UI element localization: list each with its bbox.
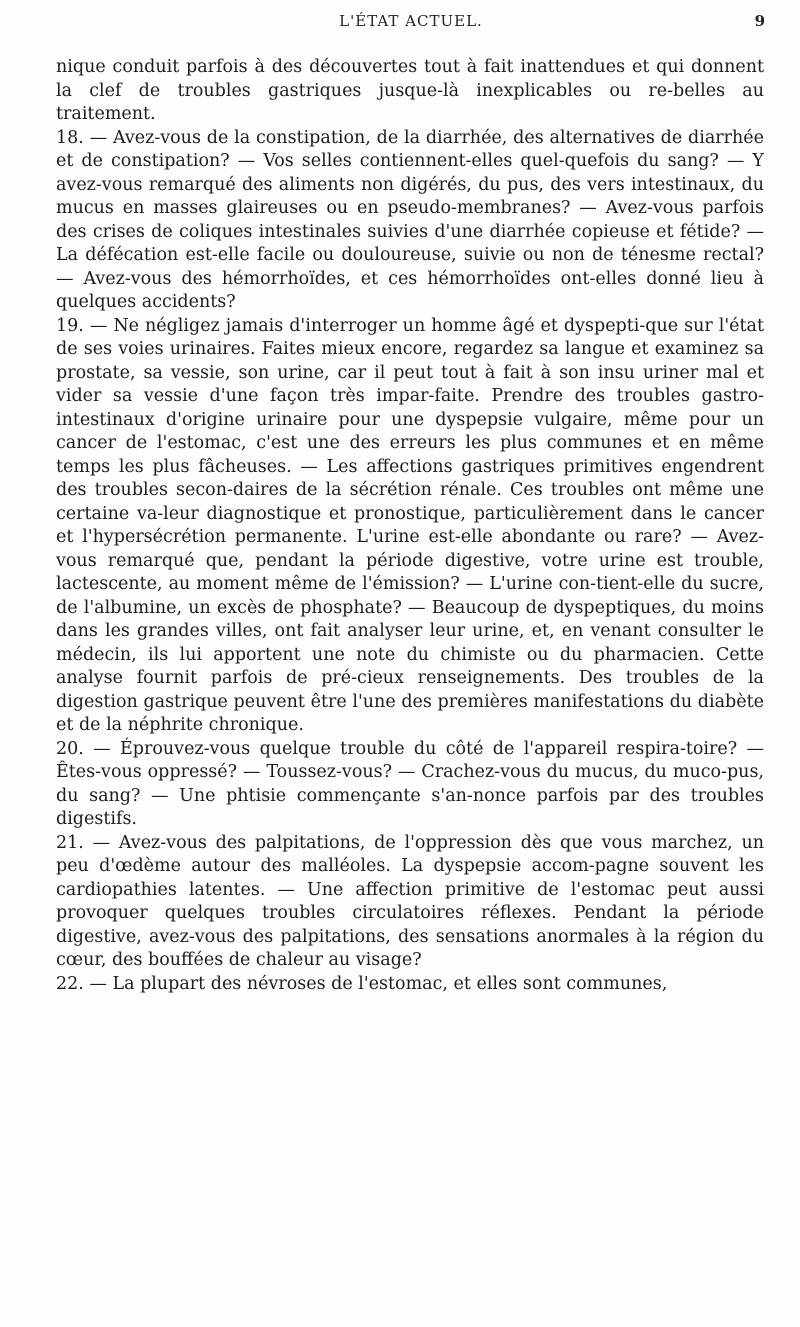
paragraph-continuation: nique conduit parfois à des découvertes tout à fait inattendues et qui donnent la clef de troubles gastriques jusque-là inexplicables ou re-belles au traitement.	[56, 57, 764, 124]
page-number: 9	[754, 12, 766, 30]
paragraph-19: 19. — Ne négligez jamais d'interroger un homme âgé et dyspepti-que sur l'état de ses voies urinaires. Faites mieux encore, regardez sa langue et examinez sa prostate, sa vessie, son urine, car il peut tout à fait à son insu uriner mal et vider sa vessie d'une façon très impar-faite. Prendre des troubles gastro-intestinaux d'origine urinaire pour une dyspepsie vulgaire, même pour un cancer de l'estomac, c'est une des erreurs les plus communes et en même temps les plus fâcheuses. — Les affections gastriques primitives engendrent des troubles secon-daires de la sécrétion rénale. Ces troubles ont même une certaine va-leur diagnostique et pronostique, particulièrement dans le cancer et l'hypersécrétion permanente. L'urine est-elle abondante ou rare? — Avez-vous remarqué que, pendant la période digestive, votre urine est trouble, lactescente, au moment même de l'émission? — L'urine con-tient-elle du sucre, de l'albumine, un excès de phosphate? — Beaucoup de dyspeptiques, du moins dans les grandes villes, ont fait analyser leur urine, et, en venant consulter le médecin, ils lui apportent une note du chimiste ou du pharmacien. Cette analyse fournit parfois de pré-cieux renseignements. Des troubles de la digestion gastrique peuvent être l'une des premières manifestations du diabète et de la néphrite chronique.	[56, 315, 764, 735]
paragraph-21: 21. — Avez-vous des palpitations, de l'oppression dès que vous marchez, un peu d'œdème autour des malléoles. La dyspepsie accom-pagne souvent les cardiopathies latentes. — Une affection primitive de l'estomac peut aussi provoquer quelques troubles circulatoires réflexes. Pendant la période digestive, avez-vous des palpitations, des sensations anormales à la région du cœur, des bouffées de chaleur au visage?	[56, 832, 764, 970]
running-head-title: L'ÉTAT ACTUEL.	[339, 12, 483, 30]
body-text	[56, 56, 764, 996]
paragraph-22: 22. — La plupart des névroses de l'estomac, et elles sont communes,	[56, 973, 668, 994]
running-head	[56, 12, 766, 36]
paragraph-20: 20. — Éprouvez-vous quelque trouble du côté de l'appareil respira-toire? — Êtes-vous oppressé? — Toussez-vous? — Crachez-vous du mucus, du muco-pus, du sang? — Une phtisie commençante s'an-nonce parfois par des troubles digestifs.	[56, 738, 764, 829]
paragraph-18: 18. — Avez-vous de la constipation, de la diarrhée, des alternatives de diarrhée et de constipation? — Vos selles contiennent-elles quel-quefois du sang? — Y avez-vous remarqué des aliments non digérés, du pus, des vers intestinaux, du mucus en masses glaireuses ou en pseudo-membranes? — Avez-vous parfois des crises de coliques intestinales suivies d'une diarrhée copieuse et fétide? — La défécation est-elle facile ou douloureuse, suivie ou non de ténesme rectal? — Avez-vous des hémorrhoïdes, et ces hémorrhoïdes ont-elles donné lieu à quelques accidents?	[56, 127, 764, 312]
